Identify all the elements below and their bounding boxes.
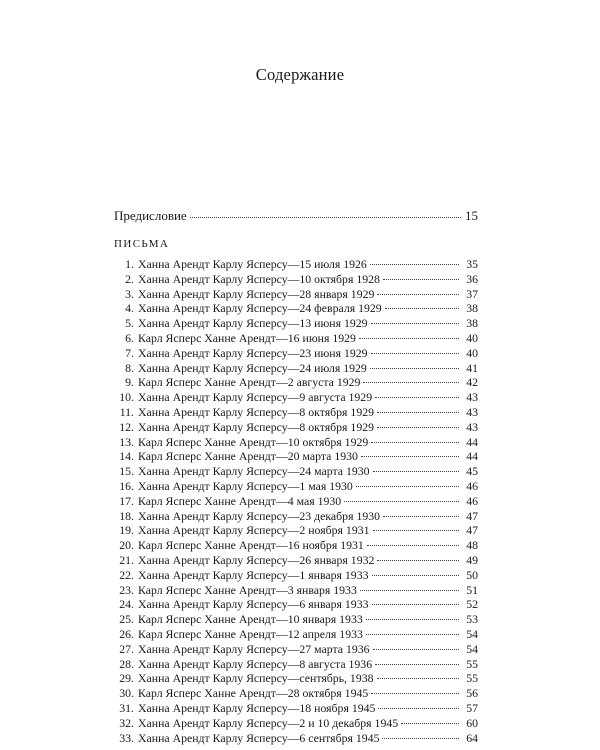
entry-number: 10. (119, 390, 134, 405)
entry-number: 23. (119, 582, 134, 597)
toc-entry[interactable] (114, 287, 478, 302)
entry-page-number: 56 (466, 686, 478, 701)
entry-title: Ханна Арендт Карлу Ясперсу—10 октября 1928 (138, 271, 380, 286)
entry-page-number: 54 (466, 626, 478, 641)
entry-page-number: 38 (466, 301, 478, 316)
entry-number: 31. (119, 700, 134, 715)
dot-leader (383, 279, 459, 280)
toc-entry[interactable] (114, 390, 478, 405)
entry-title: Ханна Арендт Карлу Ясперсу—8 октября 1929 (138, 419, 375, 434)
dot-leader (383, 516, 459, 517)
dot-leader (367, 545, 459, 546)
entry-title: Ханна Арендт Карлу Ясперсу—1 мая 1930 (138, 478, 353, 493)
toc-entry[interactable] (114, 509, 478, 524)
dot-leader (371, 442, 459, 443)
entry-page-number: 55 (466, 656, 478, 671)
toc-entry[interactable] (114, 523, 478, 538)
entry-number: 22. (119, 567, 134, 582)
dot-leader (344, 501, 459, 502)
entry-page-number: 55 (466, 671, 478, 686)
toc-entry[interactable] (114, 405, 478, 420)
dot-leader (371, 353, 459, 354)
entry-number: 25. (119, 612, 134, 627)
entry-number: 2. (125, 271, 134, 286)
entry-number: 26. (119, 626, 134, 641)
entry-title: Карл Ясперс Ханне Арендт—20 марта 1930 (138, 449, 358, 464)
dot-leader (377, 294, 459, 295)
entry-number: 28. (119, 656, 134, 671)
entry-page-number: 48 (466, 538, 478, 553)
toc-entry[interactable] (114, 597, 478, 612)
entry-title: Ханна Арендт Карлу Ясперсу—24 февраля 1929 (138, 301, 382, 316)
dot-leader (375, 664, 459, 665)
entry-number: 21. (119, 552, 134, 567)
entry-title: Ханна Арендт Карлу Ясперсу—13 июня 1929 (138, 316, 368, 331)
toc-entry[interactable] (114, 701, 478, 716)
dot-leader (372, 604, 460, 605)
entry-number: 3. (125, 286, 134, 301)
toc-entry[interactable] (114, 316, 478, 331)
entry-title: Карл Ясперс Ханне Арендт—2 августа 1929 (138, 375, 361, 390)
entry-title: Карл Ясперс Ханне Арендт—10 января 1933 (138, 612, 363, 627)
section-heading: ПИСЬМА (114, 238, 170, 250)
toc-entry[interactable] (114, 301, 478, 316)
entry-page-number: 51 (466, 582, 478, 597)
entry-number: 5. (125, 316, 134, 331)
entry-title: Ханна Арендт Карлу Ясперсу—28 января 1929 (138, 286, 375, 301)
entry-page-number: 43 (466, 419, 478, 434)
toc-entry[interactable] (114, 449, 478, 464)
entry-title: Ханна Арендт Карлу Ясперсу—6 сентября 1945 (138, 730, 380, 745)
toc-entry[interactable] (114, 686, 478, 701)
entry-page-number: 41 (466, 360, 478, 375)
entry-number: 14. (119, 449, 134, 464)
entry-page-number: 49 (466, 552, 478, 567)
dot-leader (370, 264, 459, 265)
entry-page-number: 52 (466, 597, 478, 612)
toc-entry[interactable] (114, 716, 478, 731)
entry-title: Ханна Арендт Карлу Ясперсу—9 августа 1929 (138, 390, 373, 405)
dot-leader (359, 338, 459, 339)
dot-leader (366, 619, 459, 620)
entry-page-number: 43 (466, 390, 478, 405)
entry-title: Ханна Арендт Карлу Ясперсу—8 августа 1936 (138, 656, 373, 671)
dot-leader (190, 216, 461, 218)
entry-title: Карл Ясперс Ханне Арендт—10 октября 1929 (138, 434, 369, 449)
entry-title: Карл Ясперс Ханне Арендт—12 апреля 1933 (138, 626, 363, 641)
preface-label: Предисловие (114, 208, 187, 223)
entry-number: 33. (119, 730, 134, 745)
preface-page-number: 15 (465, 208, 478, 223)
entry-page-number: 64 (466, 730, 478, 745)
entry-page-number: 40 (466, 345, 478, 360)
toc-entry[interactable] (114, 464, 478, 479)
entry-number: 16. (119, 478, 134, 493)
toc-entry[interactable] (114, 361, 478, 376)
entry-number: 19. (119, 523, 134, 538)
entry-title: Карл Ясперс Ханне Арендт—16 ноября 1931 (138, 538, 364, 553)
toc-entry[interactable] (114, 657, 478, 672)
entry-title: Карл Ясперс Ханне Арендт—4 мая 1930 (138, 493, 342, 508)
entry-page-number: 42 (466, 375, 478, 390)
toc-entry[interactable] (114, 420, 478, 435)
entry-title: Ханна Арендт Карлу Ясперсу—24 июля 1929 (138, 360, 367, 375)
entry-number: 11. (119, 404, 134, 419)
entry-page-number: 47 (466, 523, 478, 538)
toc-entry[interactable] (114, 479, 478, 494)
entry-title: Ханна Арендт Карлу Ясперсу—26 января 1932 (138, 552, 375, 567)
toc-entry[interactable] (114, 642, 478, 657)
entry-title: Ханна Арендт Карлу Ясперсу—2 ноября 1931 (138, 523, 370, 538)
dot-leader (373, 471, 459, 472)
entry-title: Карл Ясперс Ханне Арендт—28 октября 1945 (138, 686, 369, 701)
entry-title: Ханна Арендт Карлу Ясперсу—15 июля 1926 (138, 257, 367, 271)
dot-leader (370, 368, 459, 369)
toc-entry[interactable] (114, 435, 478, 450)
dot-leader (377, 427, 459, 428)
letters-list (114, 257, 478, 745)
entry-page-number: 40 (466, 330, 478, 345)
entry-number: 6. (125, 330, 134, 345)
entry-number: 15. (119, 464, 134, 479)
dot-leader (372, 575, 460, 576)
toc-entry[interactable] (114, 731, 478, 746)
entry-title: Ханна Арендт Карлу Ясперсу—27 марта 1936 (138, 641, 370, 656)
entry-number: 8. (125, 360, 134, 375)
dot-leader (378, 708, 459, 709)
dot-leader (385, 308, 459, 309)
entry-number: 7. (125, 345, 134, 360)
page-title: Содержание (255, 65, 345, 84)
toc-entry[interactable] (114, 671, 478, 686)
entry-title: Ханна Арендт Карлу Ясперсу—23 декабря 1930 (138, 508, 381, 523)
entry-title: Ханна Арендт Карлу Ясперсу—24 марта 1930 (138, 464, 370, 479)
entry-number: 1. (125, 257, 134, 271)
dot-leader (401, 723, 459, 724)
entry-title: Карл Ясперс Ханне Арендт—16 июня 1929 (138, 330, 356, 345)
entry-title: Ханна Арендт Карлу Ясперсу—23 июня 1929 (138, 345, 368, 360)
dot-leader (361, 456, 459, 457)
entry-page-number: 36 (466, 271, 478, 286)
toc-entry[interactable] (114, 553, 478, 568)
entry-title: Ханна Арендт Карлу Ясперсу—сентябрь, 1938 (138, 671, 374, 686)
entry-page-number: 57 (466, 700, 478, 715)
toc-entry[interactable] (114, 375, 478, 390)
entry-page-number: 44 (466, 434, 478, 449)
toc-entry[interactable] (114, 538, 478, 553)
toc-entry[interactable] (114, 346, 478, 361)
entry-number: 17. (119, 493, 134, 508)
toc-entry[interactable] (114, 612, 478, 627)
toc-entry[interactable] (114, 568, 478, 583)
entry-page-number: 37 (466, 286, 478, 301)
dot-leader (373, 530, 459, 531)
dot-leader (371, 323, 459, 324)
entry-page-number: 44 (466, 449, 478, 464)
toc-entry[interactable] (114, 583, 478, 598)
entry-page-number: 60 (466, 715, 478, 730)
dot-leader (382, 738, 459, 739)
entry-page-number: 45 (466, 464, 478, 479)
entry-number: 27. (119, 641, 134, 656)
entry-number: 18. (119, 508, 134, 523)
entry-page-number: 46 (466, 478, 478, 493)
toc-entry-preface[interactable] (114, 208, 478, 224)
entry-title: Карл Ясперс Ханне Арендт—3 января 1933 (138, 582, 357, 597)
dot-leader (366, 634, 459, 635)
dot-leader (363, 382, 459, 383)
entry-page-number: 35 (466, 257, 478, 271)
toc-entry[interactable] (114, 627, 478, 642)
entry-number: 9. (125, 375, 134, 390)
entry-number: 24. (119, 597, 134, 612)
dot-leader (377, 412, 459, 413)
toc-entry[interactable] (114, 272, 478, 287)
dot-leader (371, 693, 459, 694)
entry-number: 32. (119, 715, 134, 730)
dot-leader (360, 590, 459, 591)
dot-leader (377, 560, 459, 561)
entry-number: 29. (119, 671, 134, 686)
entry-title: Ханна Арендт Карлу Ясперсу—18 ноября 1945 (138, 700, 376, 715)
dot-leader (375, 397, 459, 398)
entry-page-number: 54 (466, 641, 478, 656)
dot-leader (377, 678, 459, 679)
entry-page-number: 38 (466, 316, 478, 331)
dot-leader (356, 486, 459, 487)
entry-page-number: 47 (466, 508, 478, 523)
entry-number: 30. (119, 686, 134, 701)
entry-title: Ханна Арендт Карлу Ясперсу—8 октября 1929 (138, 404, 375, 419)
entry-number: 4. (125, 301, 134, 316)
entry-number: 12. (119, 419, 134, 434)
entry-page-number: 43 (466, 404, 478, 419)
entry-number: 13. (119, 434, 134, 449)
dot-leader (373, 649, 459, 650)
entry-page-number: 53 (466, 612, 478, 627)
entry-title: Ханна Арендт Карлу Ясперсу—6 января 1933 (138, 597, 369, 612)
entry-page-number: 50 (466, 567, 478, 582)
entry-page-number: 46 (466, 493, 478, 508)
toc-entry[interactable] (114, 494, 478, 509)
entry-title: Ханна Арендт Карлу Ясперсу—2 и 10 декабря 1945 (138, 715, 399, 730)
entry-title: Ханна Арендт Карлу Ясперсу—1 января 1933 (138, 567, 369, 582)
toc-entry[interactable] (114, 331, 478, 346)
entry-number: 20. (119, 538, 134, 553)
toc-entry[interactable] (114, 257, 478, 272)
